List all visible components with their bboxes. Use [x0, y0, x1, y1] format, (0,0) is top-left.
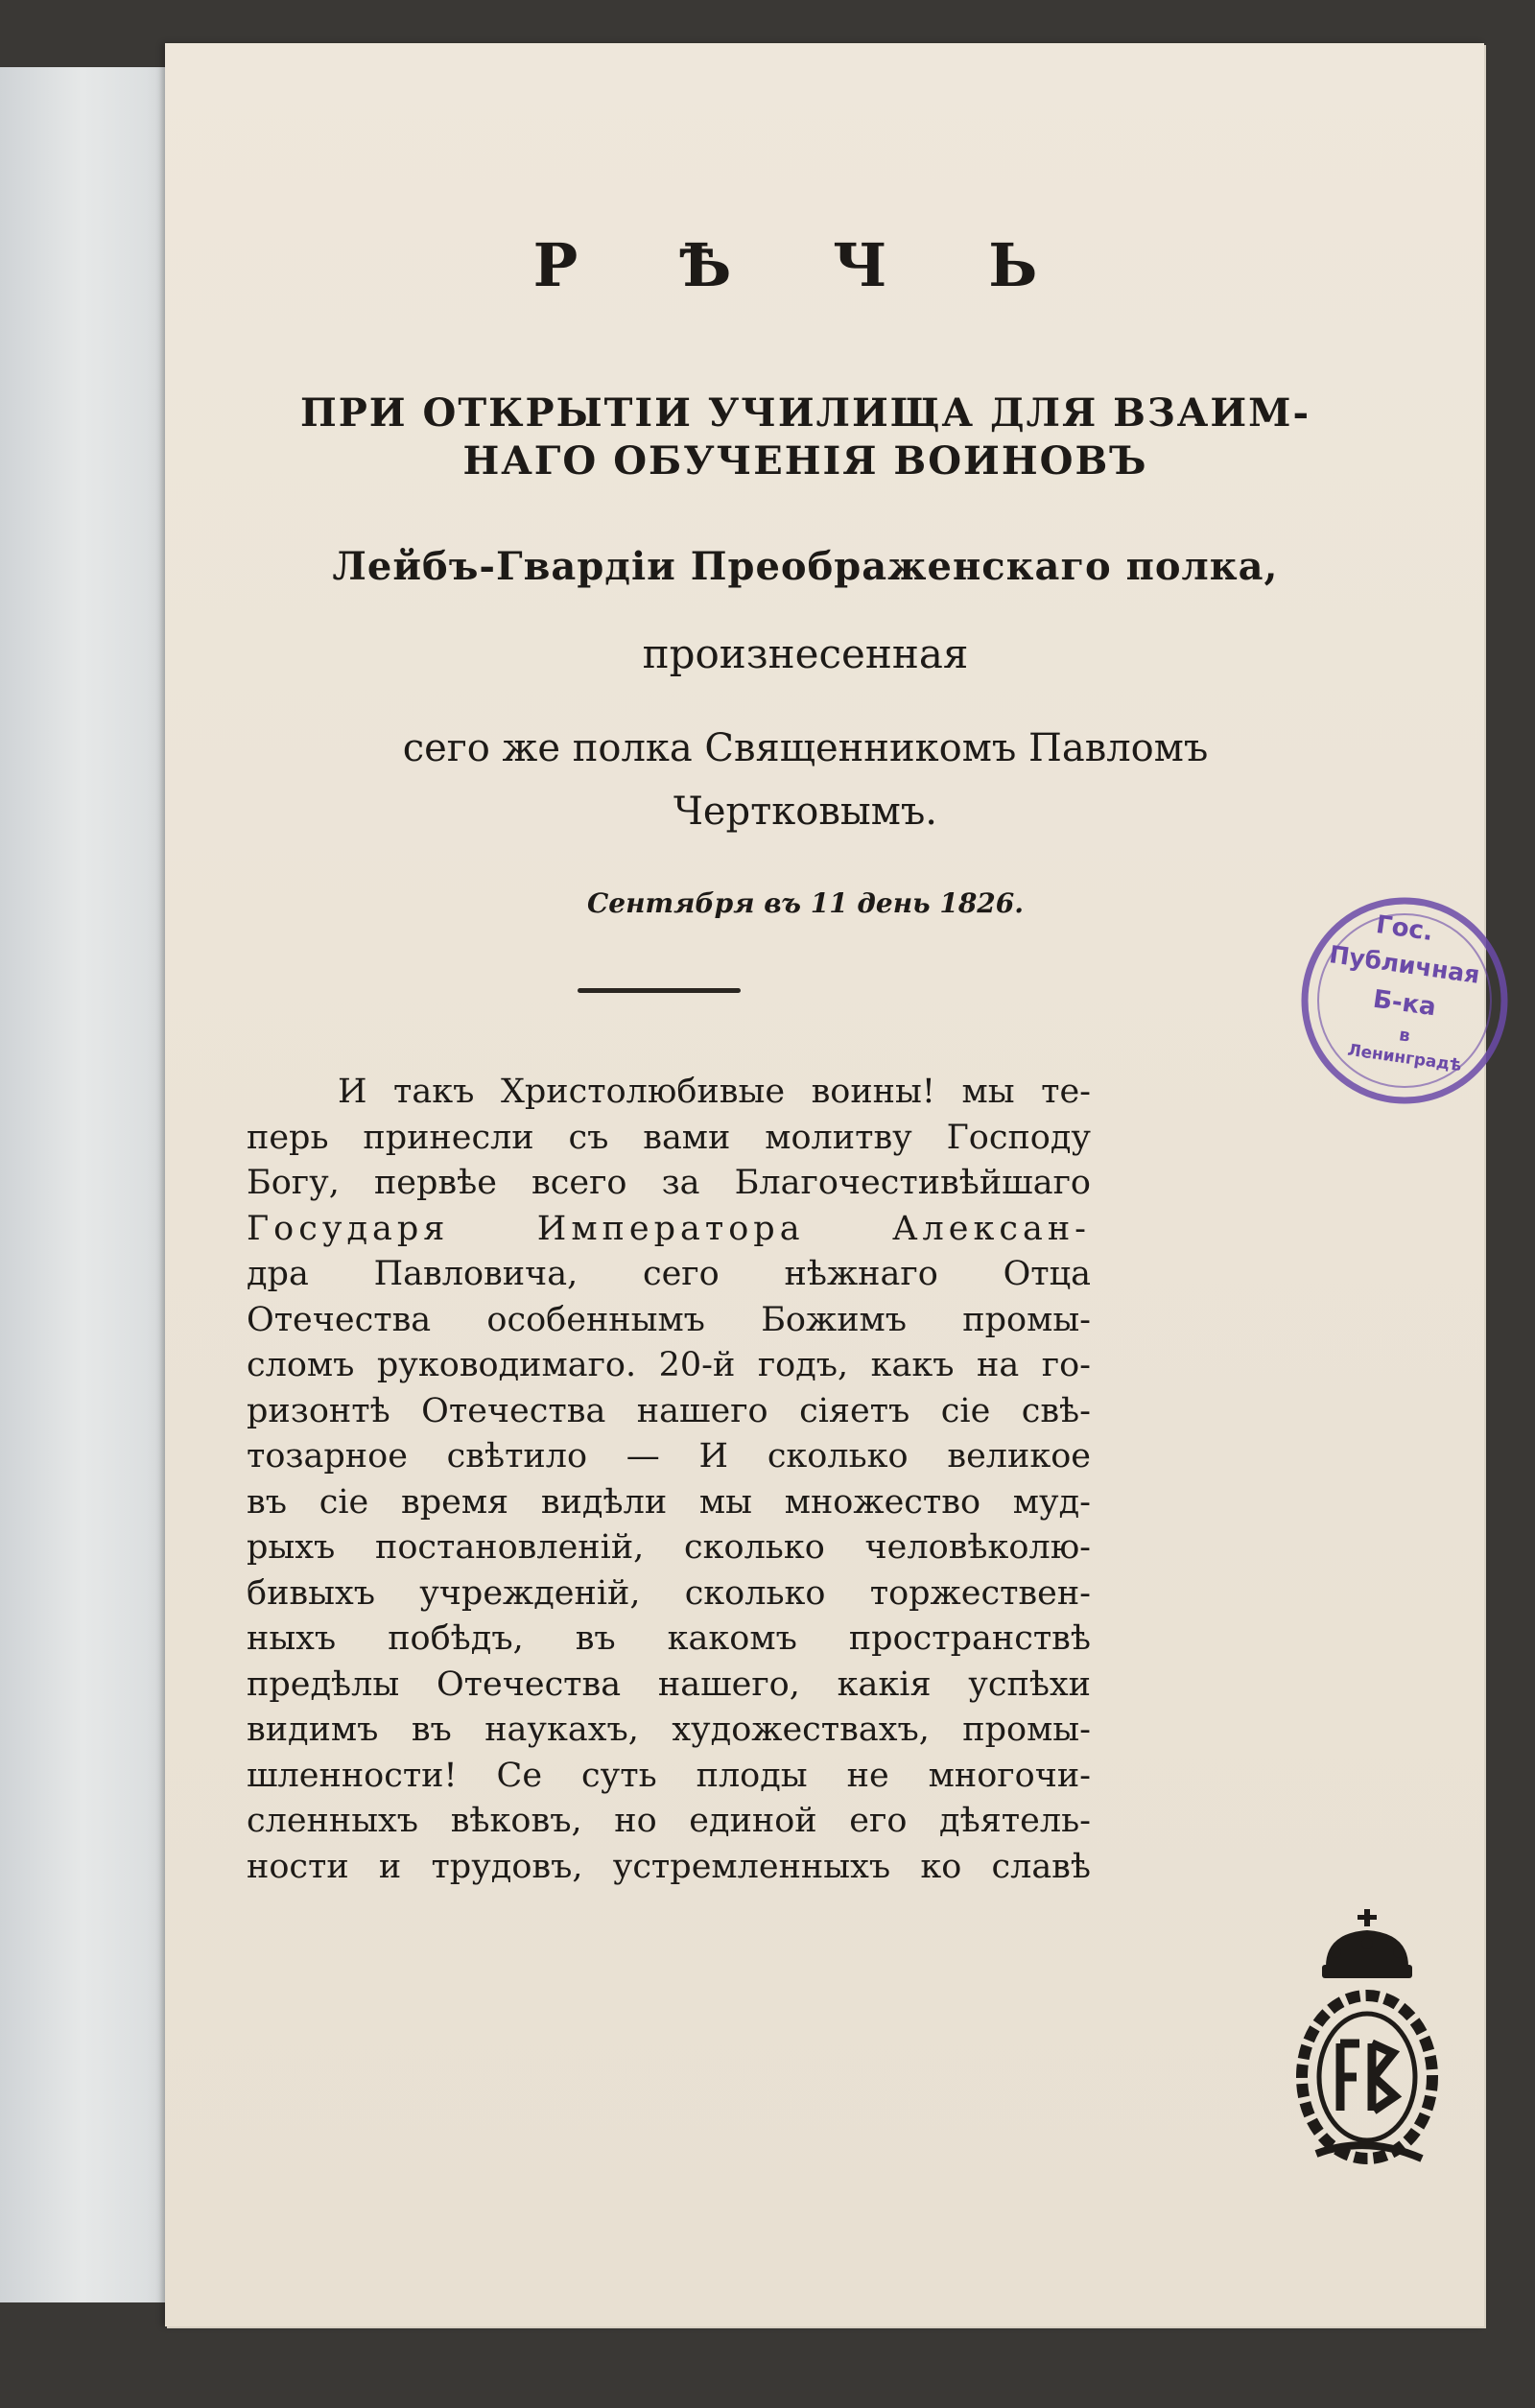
body-line: Отечества особеннымъ Божимъ промы-: [247, 1300, 1091, 1339]
body-line: Богу, первѣе всего за Благочестивѣйшаго: [247, 1164, 1091, 1202]
body-line: сленныхъ вѣковъ, но единой его дѣятель-: [247, 1802, 1091, 1840]
stamp-line-5: Ленинградѣ: [1346, 1040, 1463, 1076]
body-line: видимъ въ наукахъ, художествахъ, промы-: [247, 1711, 1091, 1749]
ornament-divider: [578, 988, 741, 993]
body-line: шленности! Се суть плоды не многочи-: [247, 1756, 1091, 1795]
crown-monogram-icon: [1287, 1909, 1451, 2178]
stamp-line-2: Публичная: [1327, 940, 1482, 989]
stamp-line-3: Б-ка: [1371, 984, 1438, 1023]
date-line: Сентября въ 11 день 1826.: [586, 887, 1025, 919]
subtitle-line-2: НАГО ОБУЧЕНІЯ ВОИНОВЪ: [462, 438, 1148, 484]
subtitle-line-5: сего же полка Священникомъ Павломъ: [402, 726, 1209, 770]
body-line: перь принесли съ вами молитву Господу: [247, 1118, 1091, 1157]
subtitle-line-6: Чертковымъ.: [673, 790, 938, 834]
stamp-line-4: в: [1397, 1025, 1412, 1047]
body-line: бивыхъ учрежденій, сколько торжествен-: [247, 1573, 1091, 1613]
subtitle-line-1: ПРИ ОТКРЫТІИ УЧИЛИЩА ДЛЯ ВЗАИМ-: [299, 390, 1311, 436]
body-line: дра Павловича, сего нѣжнаго Отца: [247, 1255, 1091, 1293]
subtitle-line-4: произнесенная: [642, 630, 969, 677]
stamp-line-1: Гос.: [1374, 909, 1435, 948]
subtitle-line-3: Лейбъ-Гвардіи Преображенскаго полка,: [332, 544, 1279, 589]
body-line: ныхъ побѣдъ, въ какомъ пространствѣ: [247, 1619, 1091, 1658]
document-page: [165, 43, 1484, 2326]
crowned-monogram-stamp: [1287, 1909, 1451, 2178]
body-line: сломъ руководимаго. 20-й годъ, какъ на го-: [247, 1346, 1091, 1384]
body-line: Государя Императора Алексан-: [247, 1209, 1091, 1248]
body-line: рыхъ постановленій, сколько человѣколю-: [247, 1528, 1091, 1567]
body-line: И такъ Христолюбивые воины! мы те-: [338, 1073, 1091, 1111]
body-line: тозарное свѣтило — И сколько великое: [247, 1437, 1091, 1475]
library-stamp: [1299, 895, 1510, 1106]
body-paragraph: [247, 1070, 1091, 1890]
body-line: ризонтѣ Отечества нашего сіяетъ сіе свѣ-: [247, 1391, 1091, 1430]
body-line: предѣлы Отечества нашего, какія успѣхи: [247, 1664, 1091, 1704]
body-line: въ сіе время видѣли мы множество муд-: [247, 1482, 1091, 1522]
page-title: Р Ѣ Ч Ь: [532, 230, 1078, 300]
body-line: ности и трудовъ, устремленныхъ ко славѣ: [247, 1847, 1091, 1886]
